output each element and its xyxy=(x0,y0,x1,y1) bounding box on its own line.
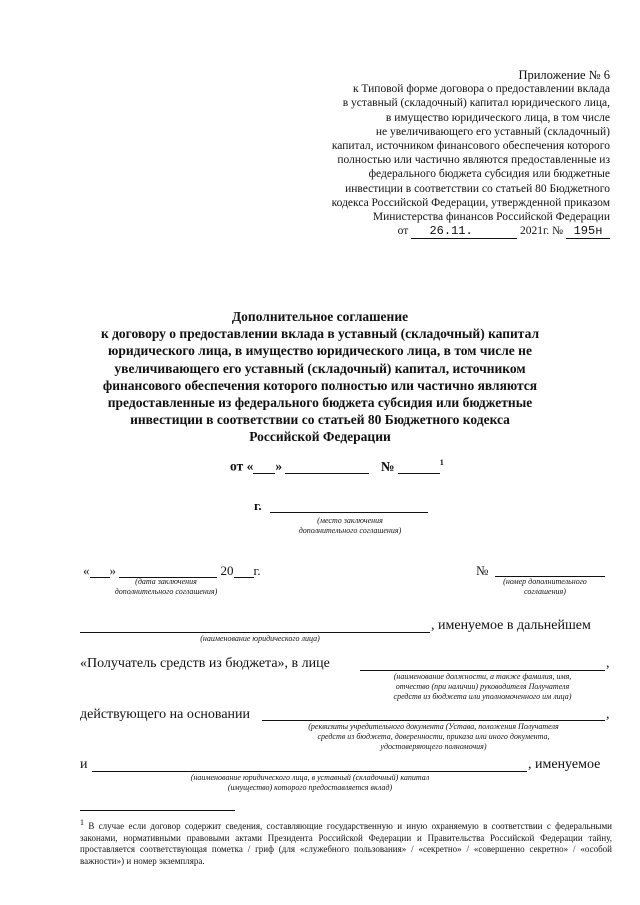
recipient-text: «Получатель средств из бюджета», в лице xyxy=(80,656,330,671)
second-entity-field[interactable] xyxy=(92,771,527,772)
appendix-line: к Типовой форме договора о предоставлении вклада xyxy=(352,83,610,96)
second-entity-named-text: , именуемое xyxy=(528,757,601,772)
acting-basis-field[interactable] xyxy=(262,720,605,721)
footnote-ref: 1 xyxy=(439,458,444,467)
conclusion-date-caption: (дата заключения дополнительного соглашения) xyxy=(114,577,218,596)
heading-line: увеличивающего его уставный (складочный) капитал, источником xyxy=(114,360,526,376)
second-entity-caption: (наименование юридического лица, в уставный (складочный) капитал (имущество) которого предоставляется вклад) xyxy=(190,773,430,792)
agreement-day-field[interactable] xyxy=(253,460,275,474)
appendix-date-line xyxy=(280,224,610,239)
appendix-line: полностью или частично являются предоставленные из xyxy=(337,154,610,167)
appendix-block xyxy=(280,68,610,239)
entity-named-text: , именуемое в дальнейшем xyxy=(431,618,591,633)
conclusion-date-line: « » 20 г. xyxy=(83,563,261,578)
acting-basis-caption: (реквизиты учредительного документа (Устава, положения Получателя средств из бюджета, доверенности, приказа или иного документа, удостоверяющего полномочия) xyxy=(308,722,559,751)
acting-basis-text: действующего на основании xyxy=(80,707,251,722)
and-text: и xyxy=(80,757,88,772)
appendix-line: кодекса Российской Федерации, утвержденной приказом xyxy=(331,196,610,209)
appendix-line: в уставный (складочный) капитал юридического лица, xyxy=(342,97,610,110)
appendix-line: в имущество юридического лица, в том числе xyxy=(385,111,610,124)
agreement-number-field[interactable] xyxy=(398,460,440,474)
heading-line: Дополнительное соглашение xyxy=(231,309,409,324)
conclusion-year-field[interactable] xyxy=(234,564,254,578)
acting-basis-comma: , xyxy=(606,707,610,722)
appendix-line: инвестиции в соответствии со статьей 80 Бюджетного xyxy=(345,182,610,195)
conclusion-day-field[interactable] xyxy=(90,564,110,578)
appendix-date-value: 26.11. xyxy=(411,225,491,239)
footnote xyxy=(80,817,612,867)
appendix-date-prefix: от xyxy=(397,225,409,238)
supplement-number-label: № xyxy=(476,563,489,578)
place-field[interactable] xyxy=(270,512,428,513)
appendix-number-value: 195н xyxy=(566,225,610,239)
agreement-month-field[interactable] xyxy=(285,460,369,474)
place-prefix: г. xyxy=(254,498,262,513)
agreement-date-number-line: от « » № $^1$ xyxy=(230,458,444,474)
agreement-heading xyxy=(70,308,570,446)
entity-name-field[interactable] xyxy=(80,632,430,633)
heading-line: инвестиции в соответствии со статьей 80 Бюджетного кодекса xyxy=(130,412,510,428)
appendix-line: Министерства финансов Российской Федерации xyxy=(372,211,610,224)
heading-line: Российской Федерации xyxy=(249,429,391,445)
heading-line: финансового обеспечения которого полностью или частично являются xyxy=(102,377,538,393)
recipient-comma: , xyxy=(606,656,610,671)
supplement-number-caption: (номер дополнительного соглашения) xyxy=(503,577,587,596)
appendix-line: капитал, источником финансового обеспечения которого xyxy=(331,140,610,153)
entity-name-caption: (наименование юридического лица) xyxy=(200,634,320,643)
footnote-mark: 1 xyxy=(80,818,84,827)
heading-line: юридического лица, в имущество юридического лица, в том числе не xyxy=(108,343,532,359)
appendix-title: Приложение № 6 xyxy=(518,68,610,82)
appendix-year-suffix: 2021г. № xyxy=(519,225,564,238)
heading-line: к договору о предоставлении вклада в уставный (складочный) капитал xyxy=(100,326,540,342)
footnote-divider xyxy=(80,810,235,811)
footnote-text: В случае если договор содержит сведения, составляющие государственную и иную охраняемую в соответствии с федеральными законами, нормативными правовыми актами Президента Российской Федерации и Правительства Российской Федерации тайну, проставляется соответствующая пометка / гриф (для «служебного пользования» / «секретно» / «совершенно секретно» / «особой важности») и номер экземпляра. xyxy=(80,821,612,866)
conclusion-month-field[interactable] xyxy=(119,564,217,578)
heading-line: предоставленные из федерального бюджета субсидия или бюджетные xyxy=(107,395,533,411)
recipient-representative-field[interactable] xyxy=(360,670,605,671)
recipient-position-caption: (наименование должности, а также фамилия, имя, отчество (при наличии) руководителя Получателя средств из бюджета или уполномоченного им лица) xyxy=(393,672,572,701)
appendix-line: федерального бюджета субсидия или бюджетные xyxy=(368,168,610,181)
place-caption: (место заключения дополнительного соглашения) xyxy=(298,516,402,535)
appendix-line: не увеличивающего его уставный (складочный) xyxy=(375,125,610,138)
